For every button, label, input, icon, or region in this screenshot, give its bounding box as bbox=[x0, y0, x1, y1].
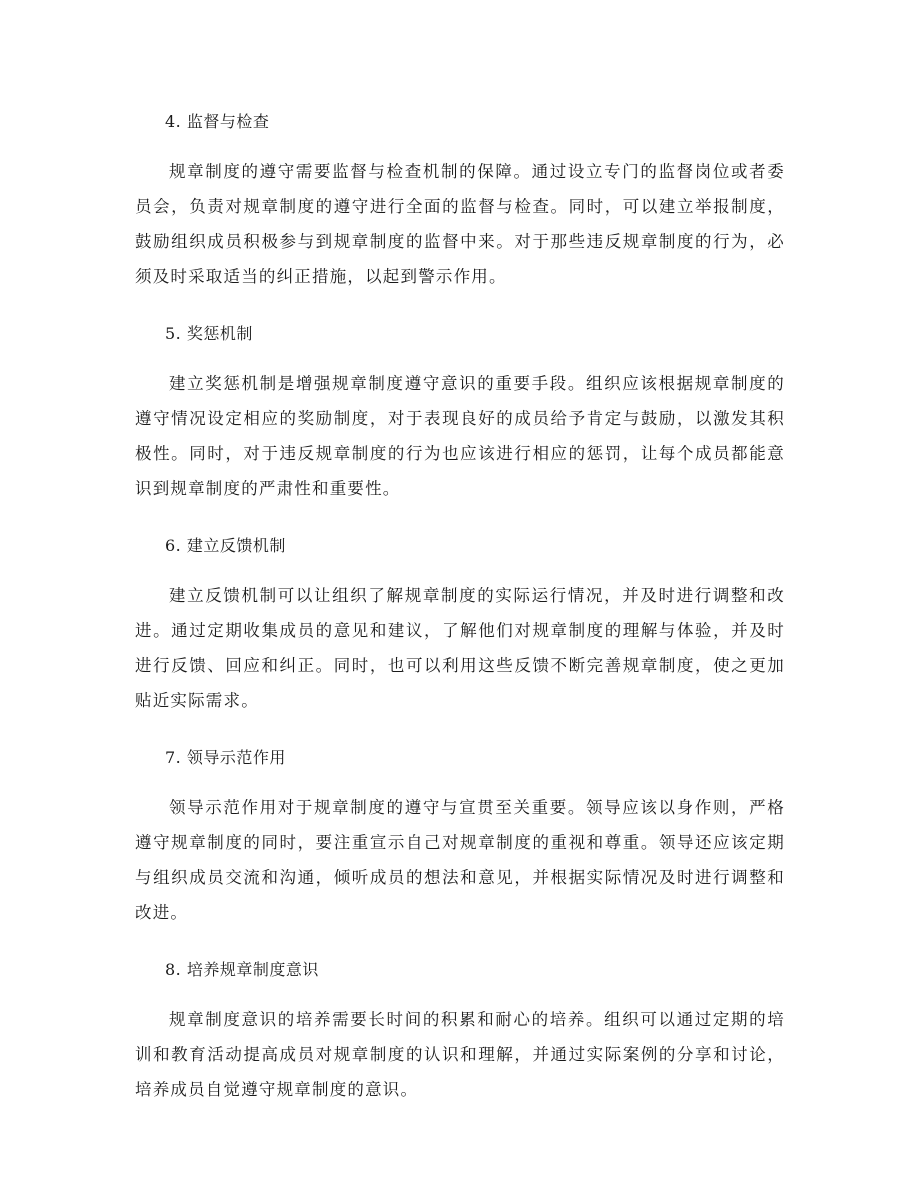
section-reward-punishment bbox=[135, 320, 785, 506]
section-feedback bbox=[135, 532, 785, 718]
section-heading: 4. 监督与检查 bbox=[165, 112, 270, 131]
section-heading: 5. 奖惩机制 bbox=[165, 324, 253, 343]
document-content bbox=[135, 108, 785, 1133]
section-supervision bbox=[135, 108, 785, 294]
section-paragraph: 建立奖惩机制是增强规章制度遵守意识的重要手段。组织应该根据规章制度的遵守情况设定相应的奖励制度，对于表现良好的成员给予肯定与鼓励，以激发其积极性。同时，对于违反规章制度的行为也应该进行相应的惩罚，让每个成员都能意识到规章制度的严肃性和重要性。 bbox=[135, 374, 785, 498]
section-heading: 6. 建立反馈机制 bbox=[165, 536, 286, 555]
section-leadership bbox=[135, 744, 785, 930]
section-paragraph: 建立反馈机制可以让组织了解规章制度的实际运行情况，并及时进行调整和改进。通过定期收集成员的意见和建议，了解他们对规章制度的理解与体验，并及时进行反馈、回应和纠正。同时，也可以利用这些反馈不断完善规章制度，使之更加贴近实际需求。 bbox=[135, 586, 785, 710]
section-paragraph: 领导示范作用对于规章制度的遵守与宣贯至关重要。领导应该以身作则，严格遵守规章制度的同时，要注重宣示自己对规章制度的重视和尊重。领导还应该定期与组织成员交流和沟通，倾听成员的想法和意见，并根据实际情况及时进行调整和改进。 bbox=[135, 798, 785, 922]
section-paragraph: 规章制度的遵守需要监督与检查机制的保障。通过设立专门的监督岗位或者委员会，负责对规章制度的遵守进行全面的监督与检查。同时，可以建立举报制度，鼓励组织成员积极参与到规章制度的监督中来。对于那些违反规章制度的行为，必须及时采取适当的纠正措施，以起到警示作用。 bbox=[135, 162, 785, 286]
section-heading: 8. 培养规章制度意识 bbox=[165, 960, 319, 979]
section-awareness bbox=[135, 956, 785, 1107]
section-heading: 7. 领导示范作用 bbox=[165, 748, 286, 767]
section-paragraph: 规章制度意识的培养需要长时间的积累和耐心的培养。组织可以通过定期的培训和教育活动提高成员对规章制度的认识和理解，并通过实际案例的分享和讨论，培养成员自觉遵守规章制度的意识。 bbox=[135, 1010, 785, 1099]
